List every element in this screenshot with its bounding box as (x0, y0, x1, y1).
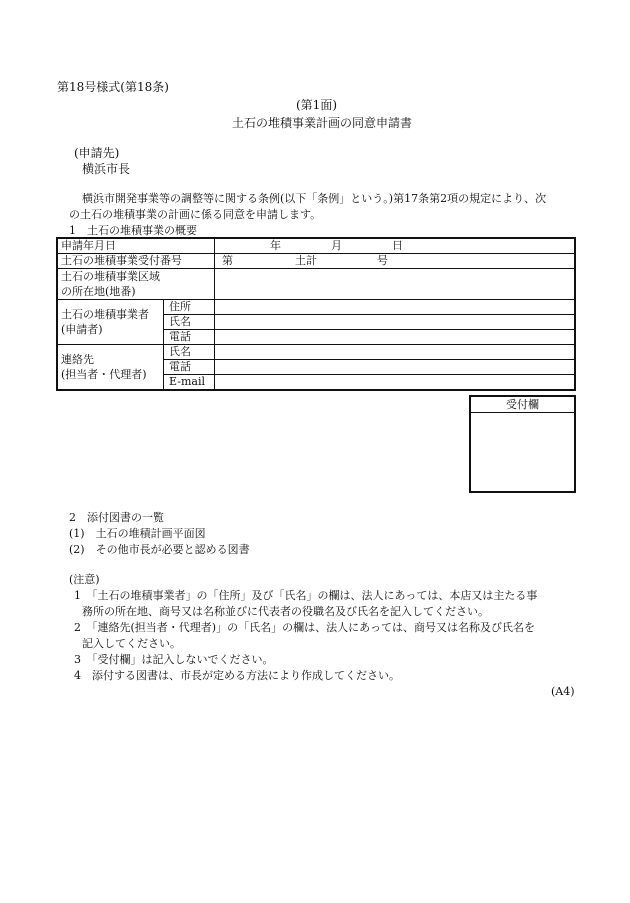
contact-label-line-2: (担当者・代理者) (61, 368, 147, 381)
recipient-label: (申請先) (74, 146, 120, 160)
number-dai: 第 (222, 254, 233, 267)
row-contact-name (58, 345, 575, 360)
section1-heading: 1 土石の堆積事業の概要 (69, 224, 197, 237)
area-location-label (58, 269, 215, 300)
area-location-field[interactable] (215, 269, 575, 300)
receipt-number-label: 土石の堆積事業受付番号 (58, 254, 215, 269)
intro-line-1: 横浜市開発事業等の調整等に関する条例(以下「条例」という。)第17条第2項の規定により、次 (82, 192, 547, 205)
operator-address-field[interactable] (215, 300, 575, 315)
form-number: 第18号様式(第18条) (57, 80, 169, 94)
note-2-line-2: 記入してください。 (82, 637, 181, 650)
operator-label-line-1: 土石の堆積事業者 (61, 308, 149, 321)
operator-label-line-2: (申請者) (61, 323, 103, 336)
operator-label (58, 300, 164, 345)
contact-email-field[interactable] (215, 375, 575, 390)
contact-label-line-1: 連絡先 (61, 353, 94, 366)
attachment-item-2: (2) その他市長が必要と認める図書 (69, 543, 250, 556)
contact-email-label: E-mail (164, 375, 215, 390)
number-go: 号 (377, 254, 388, 267)
area-label-line-1: 土石の堆積事業区域 (61, 270, 160, 283)
note-1-line-1: 1 「土石の堆積事業者」の「住所」及び「氏名」の欄は、法人にあっては、本店又は主たる事 (74, 589, 538, 602)
row-application-date (58, 239, 575, 254)
number-doken: 土計 (295, 254, 317, 267)
paper-size: (A4) (551, 685, 575, 698)
reception-box (469, 411, 576, 493)
application-date-label: 申請年月日 (58, 239, 215, 254)
attachment-item-1: (1) 土石の堆積計画平面図 (69, 527, 206, 540)
operator-name-label: 氏名 (164, 315, 215, 330)
row-operator-address (58, 300, 575, 315)
note-2-line-1: 2 「連絡先(担当者・代理者)」の「氏名」の欄は、法人にあっては、商号又は名称及び氏名を (74, 621, 535, 634)
note-4: 4 添付する図書は、市長が定める方法により作成してください。 (74, 669, 400, 682)
note-3: 3 「受付欄」は記入しないでください。 (74, 653, 274, 666)
form-title: 土石の堆積事業計画の同意申請書 (232, 116, 413, 130)
contact-name-field[interactable] (215, 345, 575, 360)
side-label: (第1面) (296, 98, 337, 112)
operator-phone-label: 電話 (164, 330, 215, 345)
contact-label (58, 345, 164, 390)
contact-name-label: 氏名 (164, 345, 215, 360)
row-area-location (58, 269, 575, 300)
date-year: 年 (270, 239, 281, 252)
reception-header: 受付欄 (469, 395, 576, 413)
intro-line-2: の土石の堆積事業の計画に係る同意を申請します。 (69, 208, 322, 221)
row-receipt-number (58, 254, 575, 269)
operator-phone-field[interactable] (215, 330, 575, 345)
area-label-line-2: の所在地(地番) (61, 285, 136, 298)
receipt-number-field[interactable] (215, 254, 575, 269)
operator-address-label: 住所 (164, 300, 215, 315)
notes-heading: (注意) (69, 573, 100, 586)
application-date-field[interactable] (215, 239, 575, 254)
section2-heading: 2 添付図書の一覧 (69, 511, 164, 524)
recipient-name: 横浜市長 (82, 162, 131, 176)
date-month: 月 (331, 239, 342, 252)
overview-table (57, 238, 575, 390)
contact-phone-field[interactable] (215, 360, 575, 375)
operator-name-field[interactable] (215, 315, 575, 330)
date-day: 日 (392, 239, 403, 252)
contact-phone-label: 電話 (164, 360, 215, 375)
note-1-line-2: 務所の所在地、商号又は名称並びに代表者の役職名及び氏名を記入してください。 (82, 605, 489, 618)
